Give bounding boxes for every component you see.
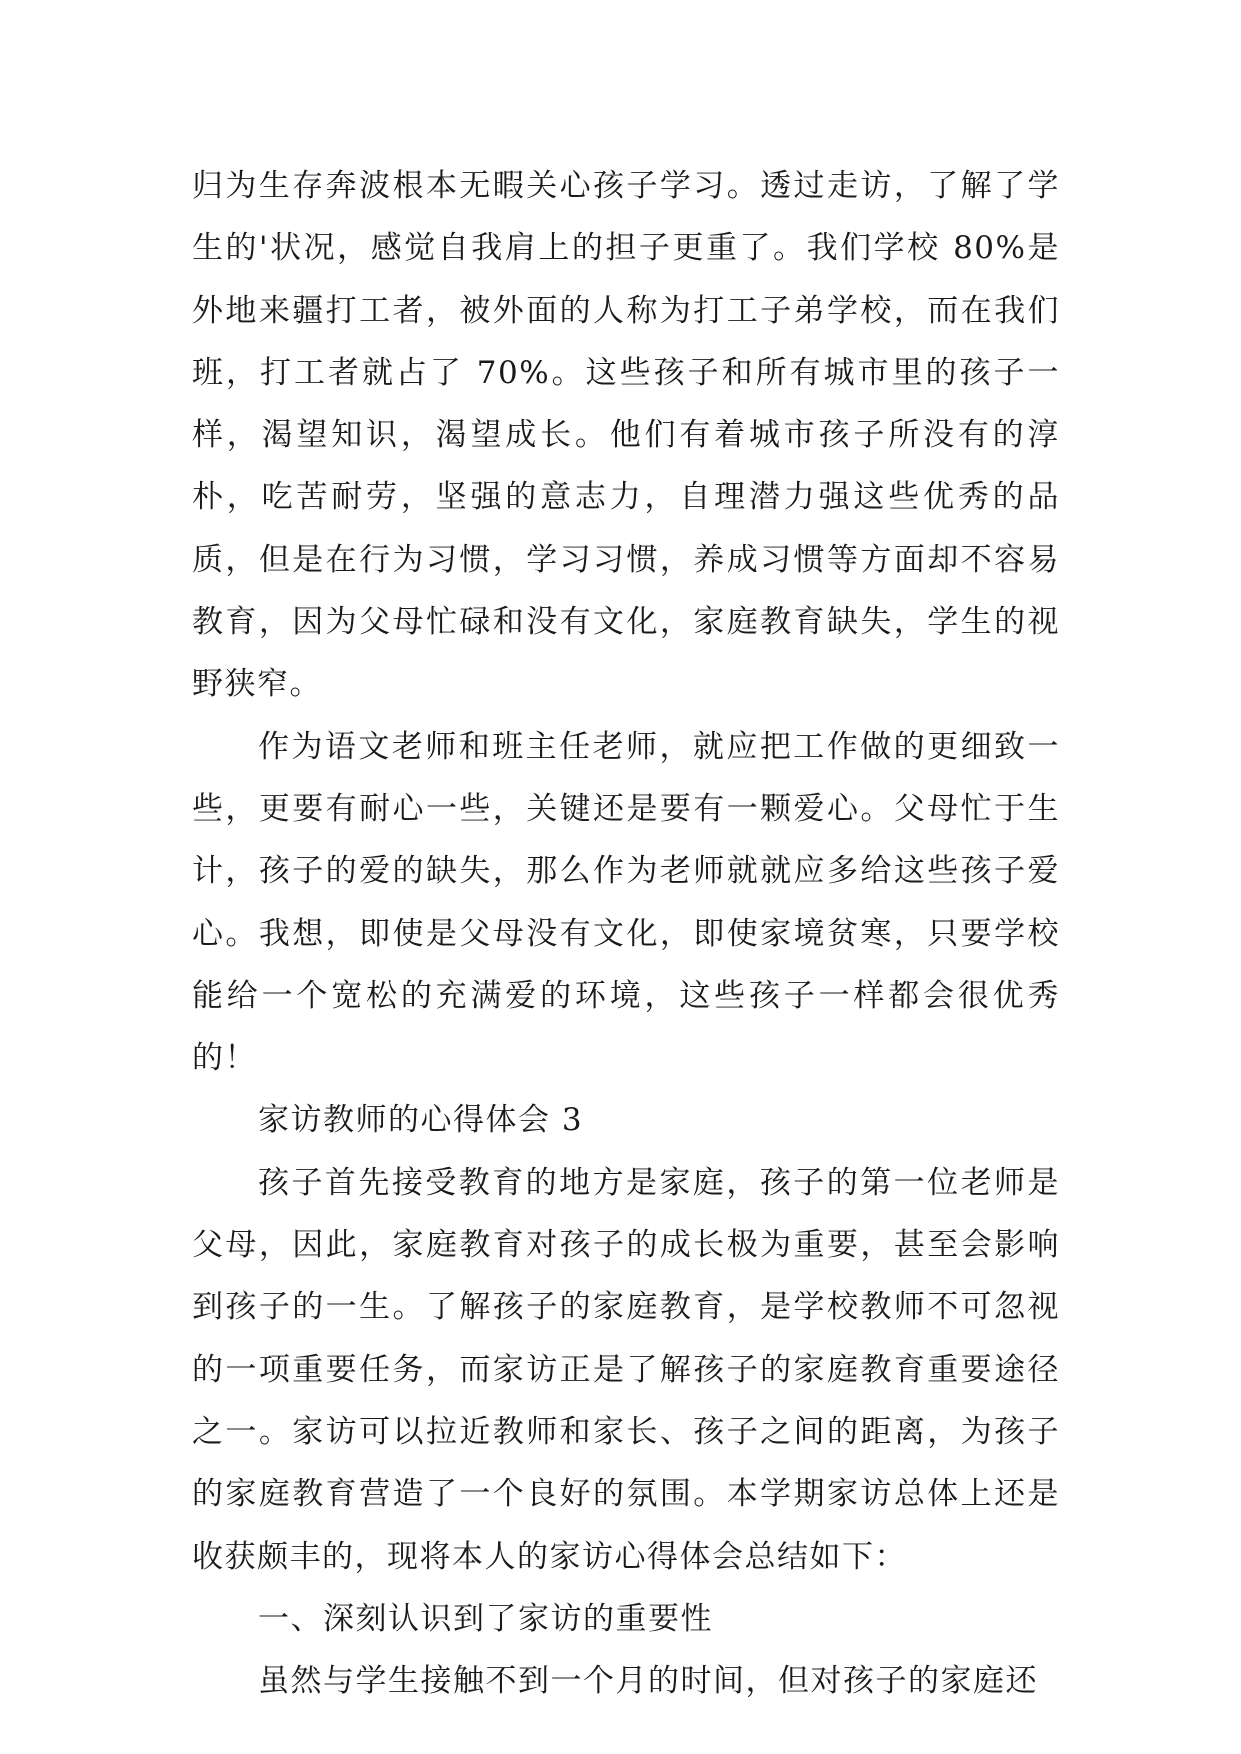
paragraph-family-education: 孩子首先接受教育的地方是家庭，孩子的第一位老师是父母，因此，家庭教育对孩子的成长极为重要，甚至会影响到孩子的一生。了解孩子的家庭教育，是学校教师不可忽视的一项重要任务，而家访正是了解孩子的家庭教育重要途径之一。家访可以拉近教师和家长、孩子之间的距离，为孩子的家庭教育营造了一个良好的氛围。本学期家访总体上还是收获颇丰的，现将本人的家访心得体会总结如下： <box>192 1164 1060 1575</box>
subheading-importance: 一、深刻认识到了家访的重要性 <box>258 1600 713 1637</box>
paragraph-contact: 虽然与学生接触不到一个月的时间，但对孩子的家庭还 <box>258 1663 1038 1700</box>
paragraph-teacher-duty: 作为语文老师和班主任老师，就应把工作做的更细致一些，更要有耐心一些，关键还是要有一颗爱心。父母忙于生计，孩子的爱的缺失，那么作为老师就就应多给这些孩子爱心。我想，即使是父母没有文化，即使家境贫寒，只要学校能给一个宽松的充满爱的环境，这些孩子一样都会很优秀的！ <box>192 728 1060 1077</box>
paragraph-intro: 归为生存奔波根本无暇关心孩子学习。透过走访，了解了学生的'状况，感觉自我肩上的担子更重了。我们学校 80%是外地来疆打工者，被外面的人称为打工子弟学校，而在我们班，打工者就占了 70%。这些孩子和所有城市里的孩子一样，渴望知识，渴望成长。他们有着城市孩子所没有的淳朴，吃苦耐劳，坚强的意志力，自理潜力强这些优秀的品质，但是在行为习惯，学习习惯，养成习惯等方面却不容易教育，因为父母忙碌和没有文化，家庭教育缺失，学生的视野狭窄。 <box>192 168 1060 703</box>
section-heading: 家访教师的心得体会 3 <box>258 1102 584 1139</box>
document-page <box>192 155 1060 1712</box>
